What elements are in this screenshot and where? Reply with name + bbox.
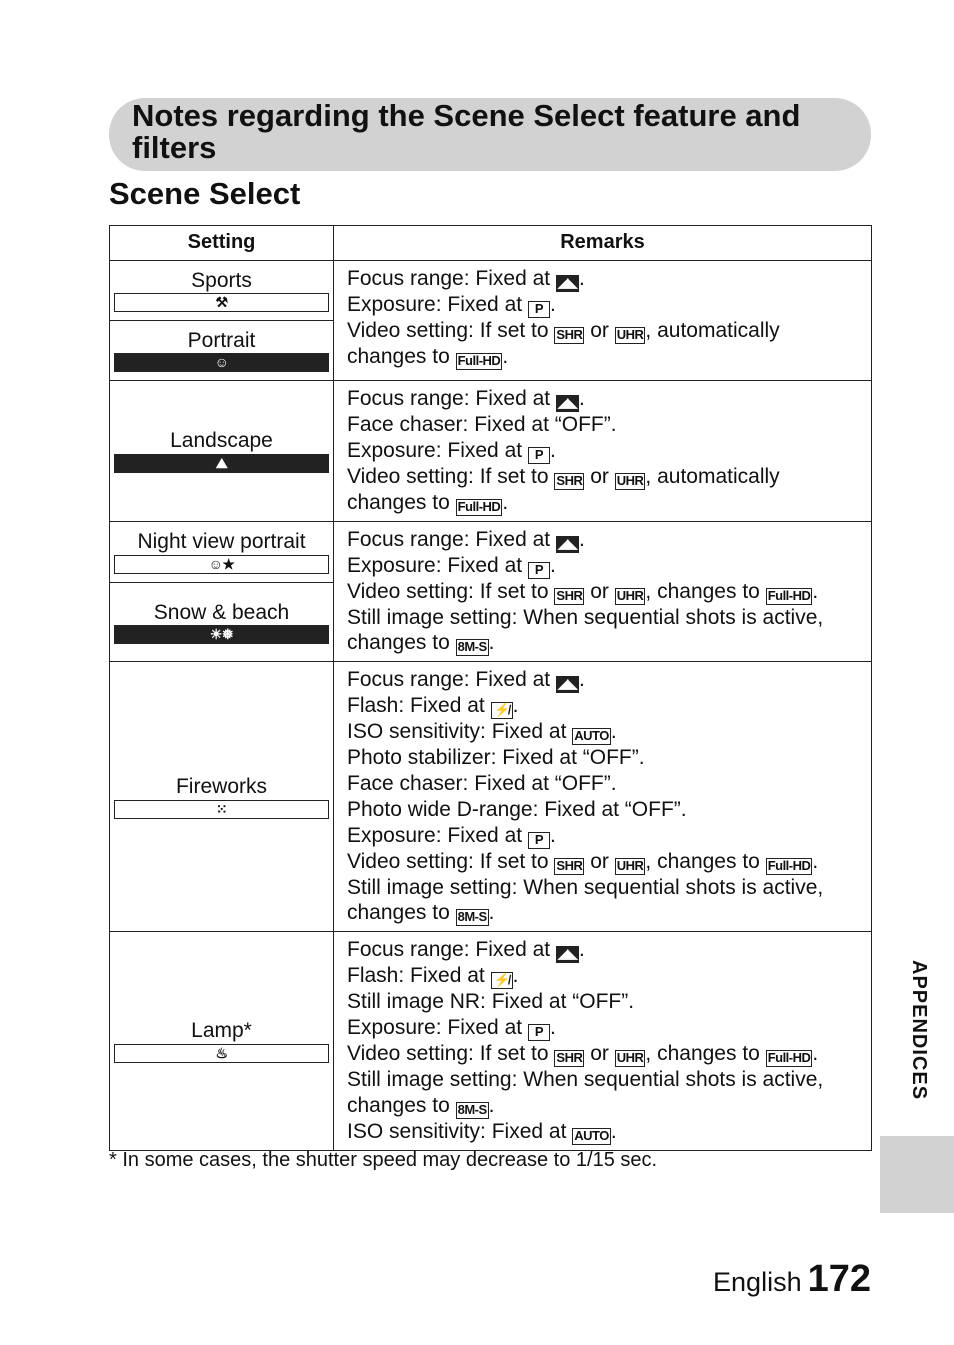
- lamp-icon: ♨: [114, 1044, 329, 1063]
- video-uhr-icon: UHR: [616, 587, 644, 603]
- focus-range-icon: ◢◣: [557, 676, 577, 692]
- table-row: [110, 932, 872, 1150]
- video-shr-icon: SHR: [556, 857, 583, 873]
- setting-cell-night-view-portrait: [110, 521, 334, 583]
- setting-name: Portrait: [187, 328, 256, 352]
- video-uhr-icon: UHR: [616, 472, 644, 488]
- section-title: Scene Select: [109, 176, 301, 211]
- remark-line: Flash: Fixed at ⚡̸ .: [347, 964, 519, 988]
- page-number: 172: [807, 1258, 871, 1300]
- video-shr-icon: SHR: [556, 1049, 583, 1065]
- flash-off-icon: ⚡̸: [491, 972, 513, 989]
- remark-line: ISO sensitivity: Fixed at AUTO.: [347, 720, 617, 744]
- remark-line: Video setting: If set to SHR or UHR, changes to Full-HD.: [347, 579, 819, 603]
- iso-auto-icon: AUTO: [574, 728, 609, 744]
- remark-line: Photo wide D-range: Fixed at “OFF”.: [347, 797, 687, 821]
- column-header-setting: Setting: [110, 226, 334, 261]
- page-footer: [713, 1258, 871, 1301]
- remark-line: Exposure: Fixed at P .: [347, 1015, 556, 1039]
- table-row: [110, 662, 872, 932]
- remark-line: Face chaser: Fixed at “OFF”.: [347, 413, 617, 436]
- setting-name: Fireworks: [175, 774, 267, 798]
- focus-range-icon: ◢◣: [557, 275, 577, 290]
- remark-line: changes to 8M-S.: [347, 1093, 495, 1117]
- section-tab-marker: [880, 1136, 954, 1213]
- remark-line: Video setting: If set to SHR or UHR, automatically: [347, 319, 780, 342]
- video-shr-icon: SHR: [556, 327, 583, 342]
- table-row: [110, 261, 872, 321]
- table-row: [110, 521, 872, 583]
- setting-cell-lamp: [110, 932, 334, 1150]
- remark-line: Still image setting: When sequential shots is active,: [347, 875, 824, 899]
- video-shr-icon: SHR: [556, 472, 583, 488]
- remark-line: Face chaser: Fixed at “OFF”.: [347, 772, 617, 796]
- remark-line: changes to 8M-S.: [347, 901, 495, 925]
- remark-line: Still image NR: Fixed at “OFF”.: [347, 990, 635, 1014]
- setting-cell-landscape: [110, 381, 334, 522]
- full-hd-icon: Full-HD: [767, 1049, 811, 1065]
- video-uhr-icon: UHR: [616, 857, 644, 873]
- remark-line: Focus range: Fixed at ◢◣.: [347, 387, 585, 410]
- flash-off-icon: ⚡̸: [491, 702, 513, 719]
- remark-line: Exposure: Fixed at P .: [347, 438, 556, 462]
- remark-line: Video setting: If set to SHR or UHR, changes to Full-HD.: [347, 849, 819, 873]
- title-banner: [109, 98, 871, 171]
- sports-icon: ⚒: [114, 293, 329, 312]
- remark-line: Video setting: If set to SHR or UHR, automatically: [347, 464, 780, 488]
- setting-name: Snow & beach: [153, 600, 290, 624]
- remark-line: Focus range: Fixed at ◢◣.: [347, 527, 585, 551]
- focus-range-icon: ◢◣: [557, 535, 577, 551]
- full-hd-icon: Full-HD: [767, 587, 811, 603]
- remark-line: changes to 8M-S.: [347, 631, 495, 655]
- setting-cell-fireworks: [110, 662, 334, 932]
- sequential-8m-icon: 8M-S: [457, 909, 487, 925]
- setting-cell-portrait: [110, 321, 334, 381]
- remark-line: changes to Full-HD.: [347, 345, 509, 368]
- iso-auto-icon: AUTO: [574, 1127, 609, 1143]
- program-mode-icon: P: [528, 301, 550, 318]
- full-hd-icon: Full-HD: [457, 353, 501, 368]
- remarks-cell: [334, 662, 872, 932]
- portrait-icon: ☺: [114, 353, 329, 372]
- remark-line: Still image setting: When sequential shots is active,: [347, 605, 824, 629]
- remarks-cell: [334, 381, 872, 522]
- table-header-row: [110, 226, 872, 261]
- snow-beach-icon: ☀❅: [114, 625, 329, 644]
- remarks-cell: [334, 932, 872, 1150]
- fireworks-icon: ⁙: [114, 800, 329, 819]
- program-mode-icon: P: [528, 562, 550, 579]
- focus-range-icon: ◢◣: [557, 395, 577, 410]
- remark-line: Focus range: Fixed at ◢◣.: [347, 267, 585, 290]
- video-uhr-icon: UHR: [616, 327, 644, 342]
- remarks-cell: [334, 521, 872, 662]
- setting-cell-sports: [110, 261, 334, 321]
- scene-select-table: [109, 225, 872, 1151]
- footnote: * In some cases, the shutter speed may decrease to 1/15 sec.: [109, 1149, 658, 1171]
- sequential-8m-icon: 8M-S: [457, 1101, 487, 1117]
- remark-line: Exposure: Fixed at P .: [347, 823, 556, 847]
- video-uhr-icon: UHR: [616, 1049, 644, 1065]
- setting-name: Landscape: [170, 429, 273, 452]
- remark-line: Still image setting: When sequential shots is active,: [347, 1067, 824, 1091]
- program-mode-icon: P: [528, 1024, 550, 1041]
- remark-line: changes to Full-HD.: [347, 490, 509, 514]
- remark-line: Focus range: Fixed at ◢◣.: [347, 938, 585, 962]
- footer-language: English: [713, 1267, 802, 1297]
- column-header-remarks: Remarks: [334, 226, 872, 261]
- remarks-cell: [334, 261, 872, 381]
- video-shr-icon: SHR: [556, 587, 583, 603]
- remark-line: Flash: Fixed at ⚡̸ .: [347, 694, 519, 718]
- remark-line: Video setting: If set to SHR or UHR, changes to Full-HD.: [347, 1041, 819, 1065]
- remark-line: Photo stabilizer: Fixed at “OFF”.: [347, 746, 645, 770]
- night-portrait-icon: ☺★: [114, 555, 329, 574]
- remark-line: ISO sensitivity: Fixed at AUTO.: [347, 1119, 617, 1143]
- setting-name: Lamp*: [191, 1019, 252, 1043]
- remark-line: Exposure: Fixed at P .: [347, 553, 556, 577]
- table-row: [110, 381, 872, 522]
- program-mode-icon: P: [528, 832, 550, 849]
- focus-range-icon: ◢◣: [557, 946, 577, 962]
- setting-cell-snow-beach: [110, 583, 334, 662]
- setting-name: Night view portrait: [137, 530, 306, 554]
- page-title: Notes regarding the Scene Select feature and filters: [132, 98, 801, 165]
- program-mode-icon: P: [528, 447, 550, 464]
- full-hd-icon: Full-HD: [767, 857, 811, 873]
- section-tab-label: APPENDICES: [908, 960, 930, 1101]
- sequential-8m-icon: 8M-S: [457, 639, 487, 655]
- remark-line: Exposure: Fixed at P .: [347, 293, 556, 316]
- remark-line: Focus range: Fixed at ◢◣.: [347, 668, 585, 692]
- landscape-icon: ⛰: [114, 454, 329, 473]
- full-hd-icon: Full-HD: [457, 498, 501, 514]
- setting-name: Sports: [191, 268, 252, 292]
